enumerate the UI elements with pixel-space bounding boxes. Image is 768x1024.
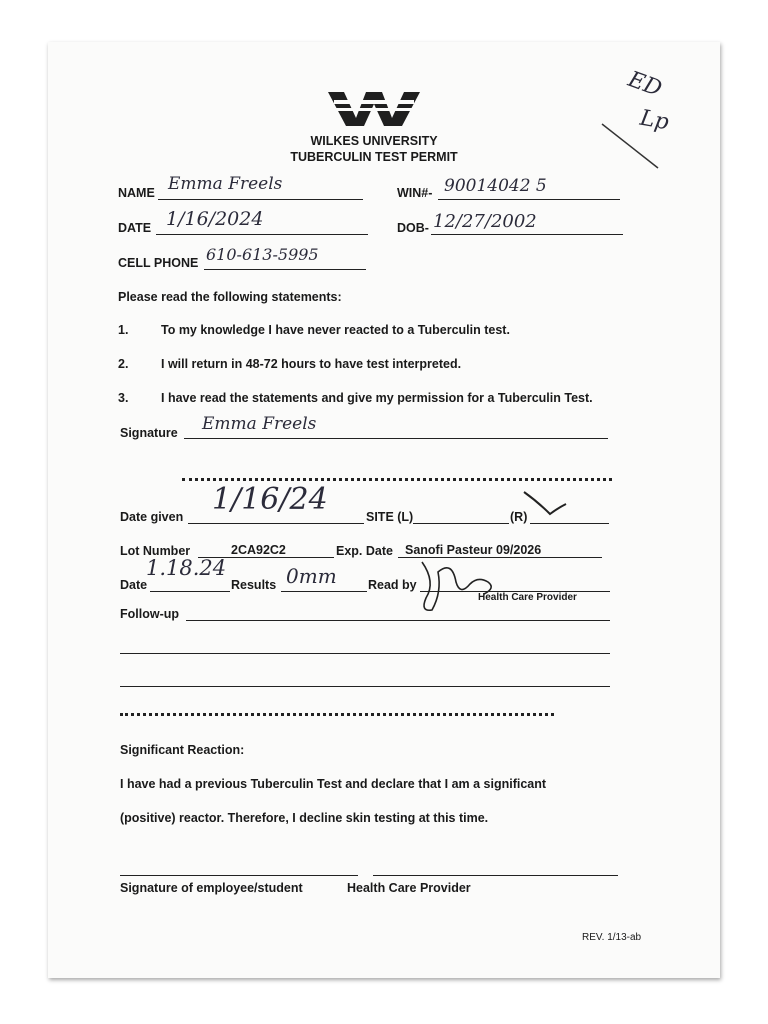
dob-label: DOB- <box>397 221 429 235</box>
date-value[interactable]: 1/16/2024 <box>166 208 264 230</box>
significant-line-1: I have had a previous Tuberculin Test and declare that I am a significant <box>120 777 547 791</box>
statements-intro: Please read the following statements: <box>118 290 342 304</box>
university-name: WILKES UNIVERSITY <box>310 134 438 148</box>
corner-note-initials: ED <box>624 66 665 103</box>
wilkes-logo <box>326 88 422 128</box>
provider-signature-line <box>373 875 618 876</box>
site-left-label: SITE (L) <box>366 510 414 524</box>
exp-date-label: Exp. Date <box>336 544 393 558</box>
corner-check-mark <box>598 120 662 172</box>
statement-2-text: I will return in 48-72 hours to have test interpreted. <box>161 357 462 371</box>
win-value[interactable]: 90014042 5 <box>444 176 547 196</box>
cell-phone-label: CELL PHONE <box>118 256 199 270</box>
cell-phone-value[interactable]: 610-613-5995 <box>206 245 319 264</box>
reading-date-line <box>150 591 230 592</box>
reading-date-label: Date <box>120 578 148 592</box>
dotted-separator-1 <box>182 478 612 481</box>
provider-signature-mark <box>412 552 502 618</box>
win-label: WIN#- <box>397 186 433 200</box>
cell-phone-line <box>204 269 366 270</box>
date-line <box>156 234 368 235</box>
reading-date-value[interactable]: 1.18.24 <box>146 556 227 580</box>
site-left-line <box>413 523 509 524</box>
statement-3-text: I have read the statements and give my permission for a Tuberculin Test. <box>161 391 593 405</box>
dob-value[interactable]: 12/27/2002 <box>433 211 537 232</box>
follow-up-label: Follow-up <box>120 607 180 621</box>
date-given-value[interactable]: 1/16/24 <box>212 482 328 517</box>
date-given-label: Date given <box>120 510 184 524</box>
corner-note-2: Lp <box>638 105 671 136</box>
significant-line-2: (positive) reactor. Therefore, I decline skin testing at this time. <box>120 811 489 825</box>
lot-number-value[interactable]: 2CA92C2 <box>231 543 286 557</box>
statement-3-number: 3. <box>118 391 129 405</box>
date-label: DATE <box>118 221 152 235</box>
lot-number-label: Lot Number <box>120 544 191 558</box>
win-line <box>438 199 620 200</box>
signature-label: Signature <box>120 426 178 440</box>
dotted-separator-2 <box>120 713 554 716</box>
results-label: Results <box>231 578 277 592</box>
name-label: NAME <box>118 186 155 200</box>
significant-reaction-heading: Significant Reaction: <box>120 743 245 757</box>
dob-line <box>431 234 623 235</box>
exp-date-value[interactable]: Sanofi Pasteur 09/2026 <box>405 543 542 557</box>
follow-up-line-3 <box>120 686 610 687</box>
follow-up-line-2 <box>120 653 610 654</box>
date-given-line <box>188 523 364 524</box>
provider-signature-label: Health Care Provider <box>347 881 471 895</box>
employee-signature-label: Signature of employee/student <box>120 881 303 895</box>
follow-up-line-1 <box>186 620 610 621</box>
statement-1-number: 1. <box>118 323 129 337</box>
statement-1-text: To my knowledge I have never reacted to a Tuberculin test. <box>161 323 510 337</box>
read-by-label: Read by <box>368 578 417 592</box>
site-right-check-icon <box>520 488 570 520</box>
statement-2-number: 2. <box>118 357 129 371</box>
health-care-provider-caption: Health Care Provider <box>478 592 577 603</box>
site-right-label: (R) <box>510 510 528 524</box>
revision-note: REV. 1/13-ab <box>582 932 642 943</box>
signature-value[interactable]: Emma Freels <box>202 414 317 434</box>
name-value[interactable]: Emma Freels <box>168 174 283 194</box>
site-right-line <box>530 523 609 524</box>
permit-title: TUBERCULIN TEST PERMIT <box>290 150 458 164</box>
signature-line <box>184 438 608 439</box>
results-line <box>281 591 367 592</box>
name-line <box>158 199 363 200</box>
employee-signature-line <box>120 875 358 876</box>
results-value[interactable]: 0mm <box>286 564 337 588</box>
